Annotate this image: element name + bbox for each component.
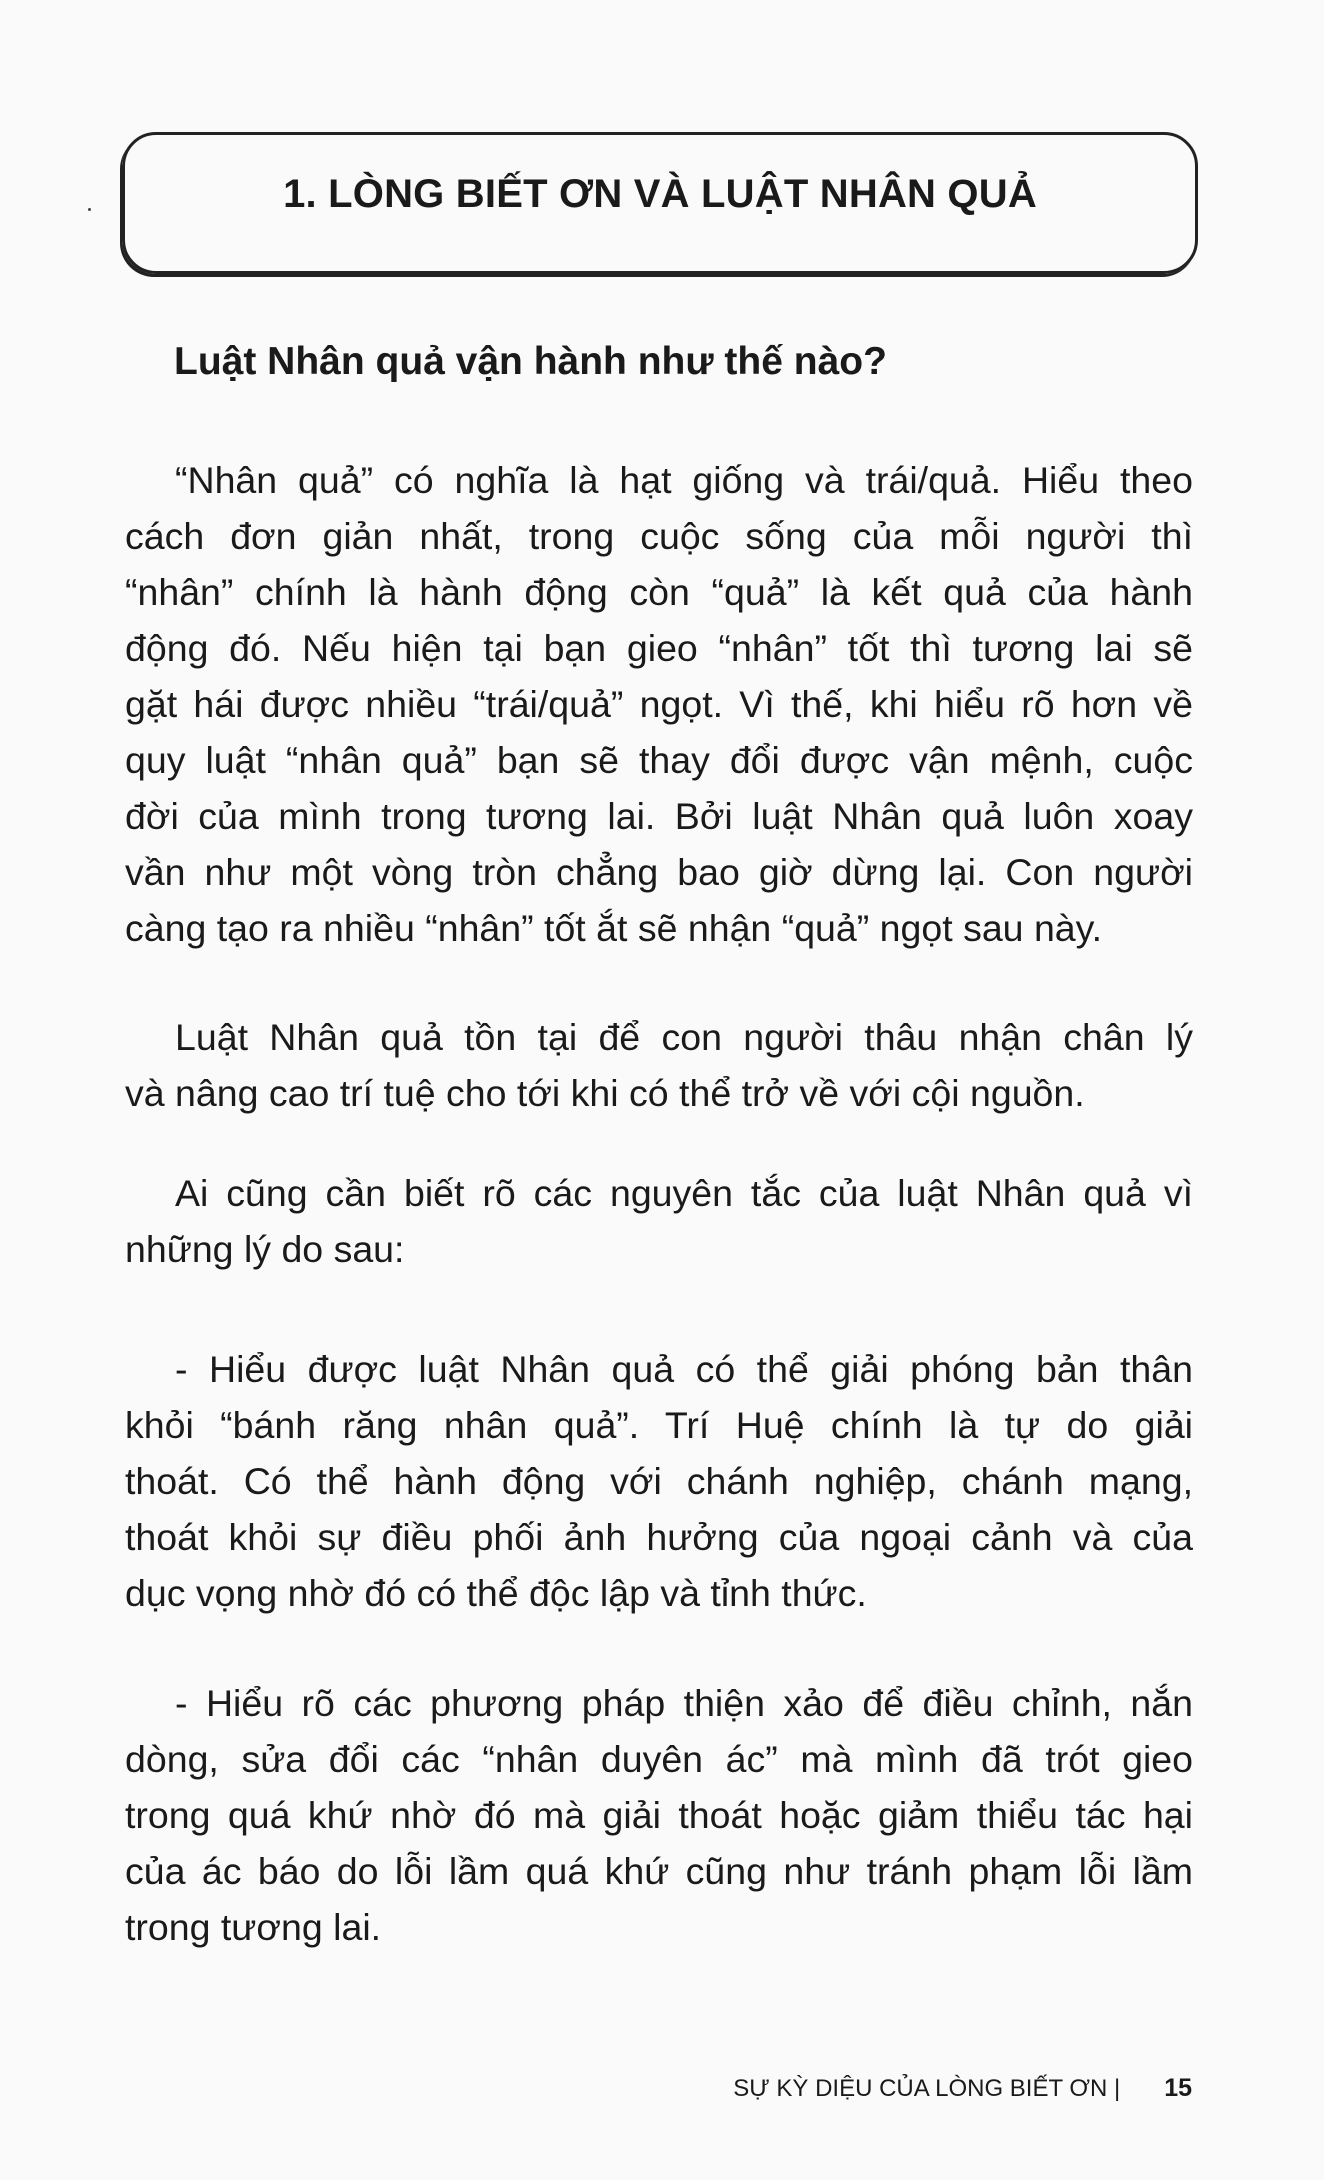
page-number: 15: [1164, 2074, 1192, 2102]
paragraph: [125, 1675, 1193, 1955]
section-heading: Luật Nhân quả vận hành như thế nào?: [174, 340, 887, 383]
text-line: của ác báo do lỗi lầm quá khứ cũng như tránh phạm lỗi lầm: [125, 1850, 1193, 1892]
text-line: động đó. Nếu hiện tại bạn gieo “nhân” tốt thì tương lai sẽ: [125, 627, 1193, 669]
paragraph: [125, 452, 1193, 956]
text-line: khỏi “bánh răng nhân quả”. Trí Huệ chính là tự do giải: [125, 1404, 1193, 1446]
paragraph: [125, 1165, 1193, 1277]
text-line: “nhân” chính là hành động còn “quả” là kết quả của hành: [125, 571, 1193, 613]
paragraph: [125, 1009, 1193, 1121]
chapter-title: 1. LÒNG BIẾT ƠN VÀ LUẬT NHÂN QUẢ: [283, 172, 1037, 216]
paragraph: [125, 1341, 1193, 1621]
text-line: trong tương lai.: [125, 1906, 382, 1948]
text-line: trong quá khứ nhờ đó mà giải thoát hoặc giảm thiểu tác hại: [125, 1794, 1193, 1836]
text-line: dòng, sửa đổi các “nhân duyên ác” mà mình đã trót gieo: [125, 1738, 1193, 1780]
text-line: càng tạo ra nhiều “nhân” tốt ắt sẽ nhận “quả” ngọt sau này.: [125, 907, 1103, 949]
running-title: SỰ KỲ DIỆU CỦA LÒNG BIẾT ƠN |: [733, 2075, 1121, 2102]
text-line: - Hiểu được luật Nhân quả có thể giải phóng bản thân: [175, 1348, 1193, 1390]
text-line: gặt hái được nhiều “trái/quả” ngọt. Vì thế, khi hiểu rõ hơn về: [125, 683, 1193, 725]
text-line: - Hiểu rõ các phương pháp thiện xảo để điều chỉnh, nắn: [175, 1682, 1193, 1724]
text-line: “Nhân quả” có nghĩa là hạt giống và trái/quả. Hiểu theo: [175, 459, 1193, 501]
text-line: đời của mình trong tương lai. Bởi luật Nhân quả luôn xoay: [125, 795, 1193, 837]
text-line: Luật Nhân quả tồn tại để con người thâu nhận chân lý: [175, 1016, 1193, 1058]
text-line: Ai cũng cần biết rõ các nguyên tắc của luật Nhân quả vì: [175, 1172, 1193, 1214]
text-line: vần như một vòng tròn chẳng bao giờ dừng lại. Con người: [125, 851, 1193, 893]
page-footer: [733, 2074, 1192, 2103]
text-line: quy luật “nhân quả” bạn sẽ thay đổi được vận mệnh, cuộc: [125, 739, 1193, 781]
text-line: thoát khỏi sự điều phối ảnh hưởng của ngoại cảnh và của: [125, 1516, 1193, 1558]
text-line: thoát. Có thể hành động với chánh nghiệp, chánh mạng,: [125, 1460, 1193, 1502]
text-line: dục vọng nhờ đó có thể độc lập và tỉnh thức.: [125, 1572, 867, 1614]
text-line: cách đơn giản nhất, trong cuộc sống của mỗi người thì: [125, 515, 1193, 557]
text-line: những lý do sau:: [125, 1228, 405, 1270]
scan-speck: [88, 208, 91, 211]
text-line: và nâng cao trí tuệ cho tới khi có thể trở về với cội nguồn.: [125, 1072, 1085, 1114]
